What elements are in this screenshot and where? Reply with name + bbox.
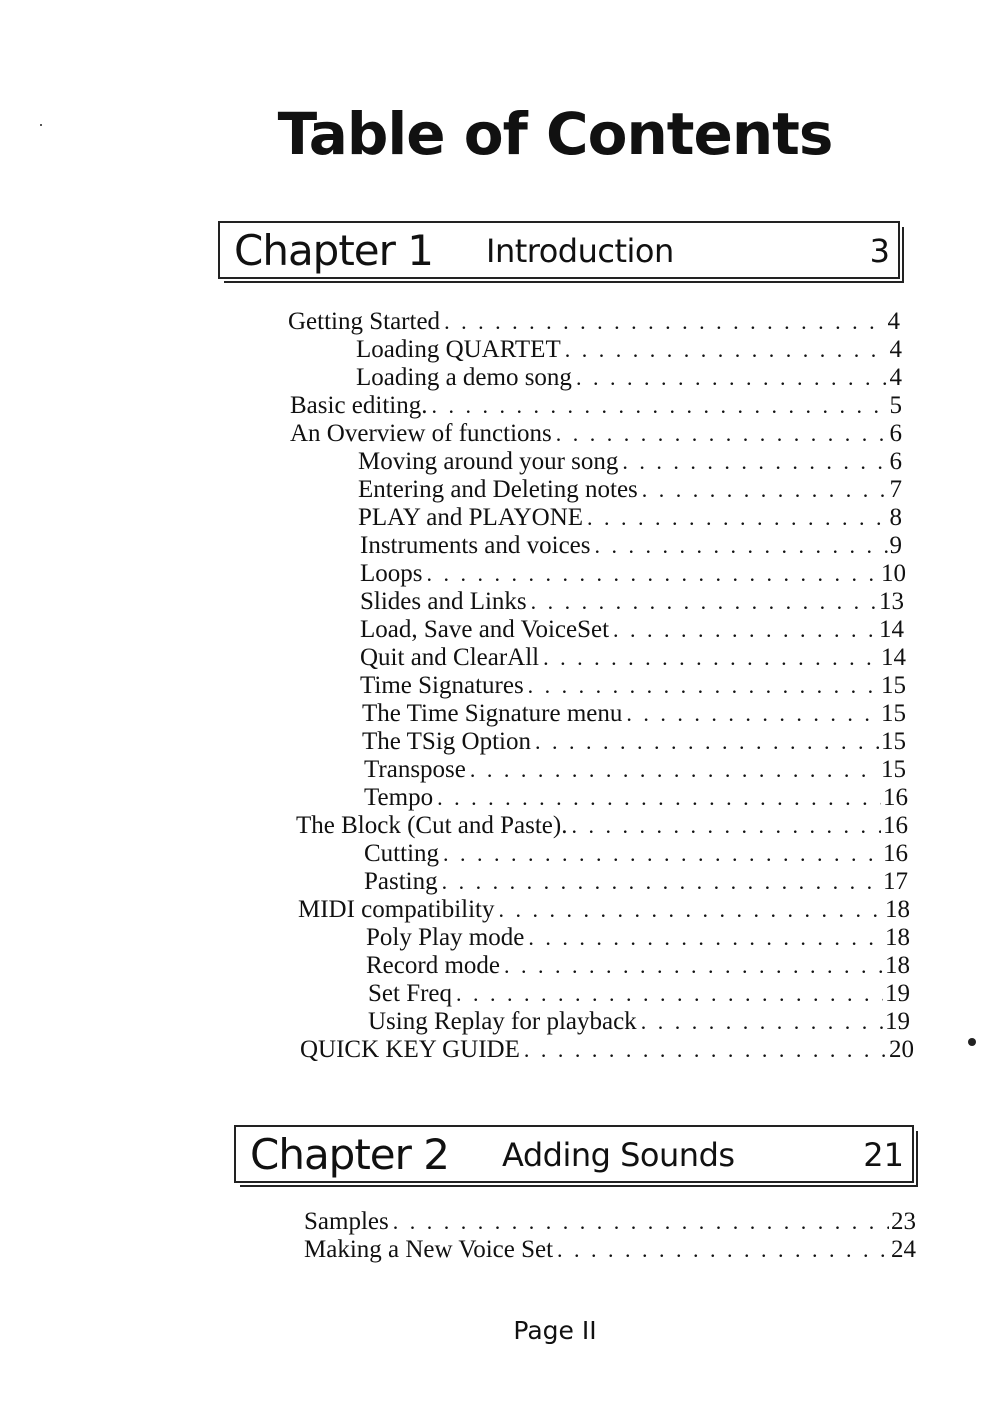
toc-entry-page: 9 xyxy=(889,532,902,559)
toc-leader-dots xyxy=(524,672,879,700)
toc-entry xyxy=(364,868,908,896)
toc-leader-dots xyxy=(567,812,881,840)
toc-entry-page: 19 xyxy=(885,980,910,1007)
toc-entry xyxy=(360,644,906,672)
toc-entry-label: The TSig Option xyxy=(362,728,531,755)
toc-entry xyxy=(362,700,906,728)
toc-leader-dots xyxy=(622,700,879,728)
toc-entry xyxy=(364,840,908,868)
toc-entry-page: 15 xyxy=(881,728,906,755)
toc-entry-page: 16 xyxy=(883,812,908,839)
toc-leader-dots xyxy=(572,364,888,392)
chapter-2-heading xyxy=(234,1125,914,1183)
toc-entry-page: 18 xyxy=(885,924,910,951)
toc-entry-page: 7 xyxy=(889,476,902,503)
toc-entry-page: 15 xyxy=(881,700,906,727)
chapter-1-heading xyxy=(218,221,900,279)
toc-entry xyxy=(304,1208,916,1236)
toc-entry xyxy=(296,812,908,840)
toc-entry-label: Getting Started xyxy=(288,308,441,335)
toc-leader-dots xyxy=(637,1008,883,1036)
toc-entry-page: 4 xyxy=(887,308,900,335)
page-title: Table of Contents xyxy=(277,100,833,168)
toc-entry-page: 5 xyxy=(889,392,902,419)
toc-entry-page: 15 xyxy=(881,756,906,783)
toc-entry xyxy=(360,616,904,644)
toc-entry xyxy=(358,504,902,532)
chapter-2-title: Adding Sounds xyxy=(502,1136,735,1174)
toc-entry-page: 16 xyxy=(883,840,908,867)
toc-entry-label: Tempo xyxy=(364,784,434,811)
toc-entry-label: Instruments and voices xyxy=(360,532,591,559)
scan-speck xyxy=(968,1038,976,1046)
toc-leader-dots xyxy=(438,868,881,896)
toc-entry-label: Pasting xyxy=(364,868,438,895)
toc-leader-dots xyxy=(552,420,888,448)
toc-entry-page: 15 xyxy=(881,672,906,699)
toc-leader-dots xyxy=(524,924,883,952)
toc-entry xyxy=(368,980,910,1008)
toc-entry xyxy=(360,560,906,588)
toc-entry-label: Entering and Deleting notes xyxy=(358,476,638,503)
toc-entry xyxy=(366,952,910,980)
toc-entry-label: Loading a demo song xyxy=(356,364,572,391)
toc-entry xyxy=(364,784,908,812)
toc-leader-dots xyxy=(440,308,885,336)
toc-entry-label: Cutting xyxy=(364,840,440,867)
toc-entry-label: Load, Save and VoiceSet xyxy=(360,616,610,643)
toc-entry xyxy=(358,476,902,504)
toc-entry-label: An Overview of functions xyxy=(290,420,552,447)
toc-entry-label: Making a New Voice Set xyxy=(304,1236,554,1263)
toc-entry-label: Record mode xyxy=(366,952,500,979)
toc-entry-label: Set Freq xyxy=(368,980,453,1007)
chapter-1-title: Introduction xyxy=(486,232,674,270)
toc-entry xyxy=(362,728,906,756)
toc-leader-dots xyxy=(618,448,887,476)
toc-entry xyxy=(368,1008,910,1036)
toc-leader-dots xyxy=(423,560,880,588)
toc-entry xyxy=(366,924,910,952)
toc-entry-label: MIDI compatibility xyxy=(298,896,495,923)
toc-entry xyxy=(364,756,906,784)
toc-entry xyxy=(288,308,900,336)
toc-leader-dots xyxy=(583,504,887,532)
toc-leader-dots xyxy=(495,896,884,924)
toc-entry xyxy=(356,336,902,364)
toc-leader-dots xyxy=(561,336,888,364)
toc-entry-label: Time Signatures xyxy=(360,672,524,699)
toc-entry-label: Transpose xyxy=(364,756,466,783)
toc-leader-dots xyxy=(466,756,879,784)
toc-leader-dots xyxy=(439,840,881,868)
toc-entry xyxy=(290,392,902,420)
toc-leader-dots xyxy=(553,1236,889,1264)
toc-entry xyxy=(356,364,902,392)
toc-entry xyxy=(360,672,906,700)
toc-leader-dots xyxy=(427,392,887,420)
chapter-2-page: 21 xyxy=(863,1136,904,1174)
toc-entry xyxy=(304,1236,916,1264)
toc-entry-label: The Block (Cut and Paste). xyxy=(296,812,568,839)
toc-entry-label: Loading QUARTET xyxy=(356,336,561,363)
toc-entry-label: Using Replay for playback xyxy=(368,1008,637,1035)
toc-leader-dots xyxy=(638,476,888,504)
toc-leader-dots xyxy=(433,784,881,812)
toc-entry-page: 10 xyxy=(881,560,906,587)
toc-entry-page: 16 xyxy=(883,784,908,811)
toc-entry-page: 18 xyxy=(885,952,910,979)
toc-leader-dots xyxy=(591,532,888,560)
toc-entry xyxy=(298,896,910,924)
toc-entry-page: 23 xyxy=(891,1208,916,1235)
toc-leader-dots xyxy=(520,1036,887,1064)
toc-entry-page: 13 xyxy=(879,588,904,615)
toc-entry-page: 14 xyxy=(881,644,906,671)
chapter-2-label: Chapter 2 xyxy=(250,1130,449,1179)
toc-entry-label: Slides and Links xyxy=(360,588,527,615)
toc-entry-label: Basic editing. xyxy=(290,392,428,419)
toc-entry-page: 4 xyxy=(889,364,902,391)
toc-entry-page: 18 xyxy=(885,896,910,923)
toc-entry-page: 4 xyxy=(889,336,902,363)
toc-leader-dots xyxy=(389,1208,889,1236)
toc-entry-page: 17 xyxy=(883,868,908,895)
toc-entry-label: Quit and ClearAll xyxy=(360,644,540,671)
toc-leader-dots xyxy=(531,728,879,756)
toc-entry xyxy=(360,588,904,616)
scan-speck xyxy=(40,124,42,126)
toc-entry-page: 24 xyxy=(891,1236,916,1263)
toc-leader-dots xyxy=(539,644,879,672)
toc-entry-label: Loops xyxy=(360,560,423,587)
toc-entry-label: QUICK KEY GUIDE xyxy=(300,1036,520,1063)
toc-entry-label: Poly Play mode xyxy=(366,924,525,951)
toc-entry xyxy=(358,448,902,476)
chapter-1-label: Chapter 1 xyxy=(234,226,433,275)
toc-entry-page: 19 xyxy=(885,1008,910,1035)
chapter-1-page: 3 xyxy=(869,232,890,270)
toc-entry-page: 20 xyxy=(889,1036,914,1063)
toc-leader-dots xyxy=(452,980,883,1008)
toc-entry-label: Moving around your song xyxy=(358,448,619,475)
toc-entry-label: Samples xyxy=(304,1208,389,1235)
page-number: Page II xyxy=(513,1316,597,1345)
toc-entry-page: 8 xyxy=(889,504,902,531)
toc-entry-page: 6 xyxy=(889,420,902,447)
toc-entry-page: 14 xyxy=(879,616,904,643)
toc-leader-dots xyxy=(500,952,883,980)
toc-leader-dots xyxy=(527,588,877,616)
toc-entry xyxy=(360,532,902,560)
toc-entry xyxy=(290,420,902,448)
toc-entry-label: PLAY and PLAYONE xyxy=(358,504,584,531)
toc-entry-page: 6 xyxy=(889,448,902,475)
toc-leader-dots xyxy=(609,616,877,644)
toc-entry-label: The Time Signature menu xyxy=(362,700,623,727)
toc-entry xyxy=(300,1036,914,1064)
